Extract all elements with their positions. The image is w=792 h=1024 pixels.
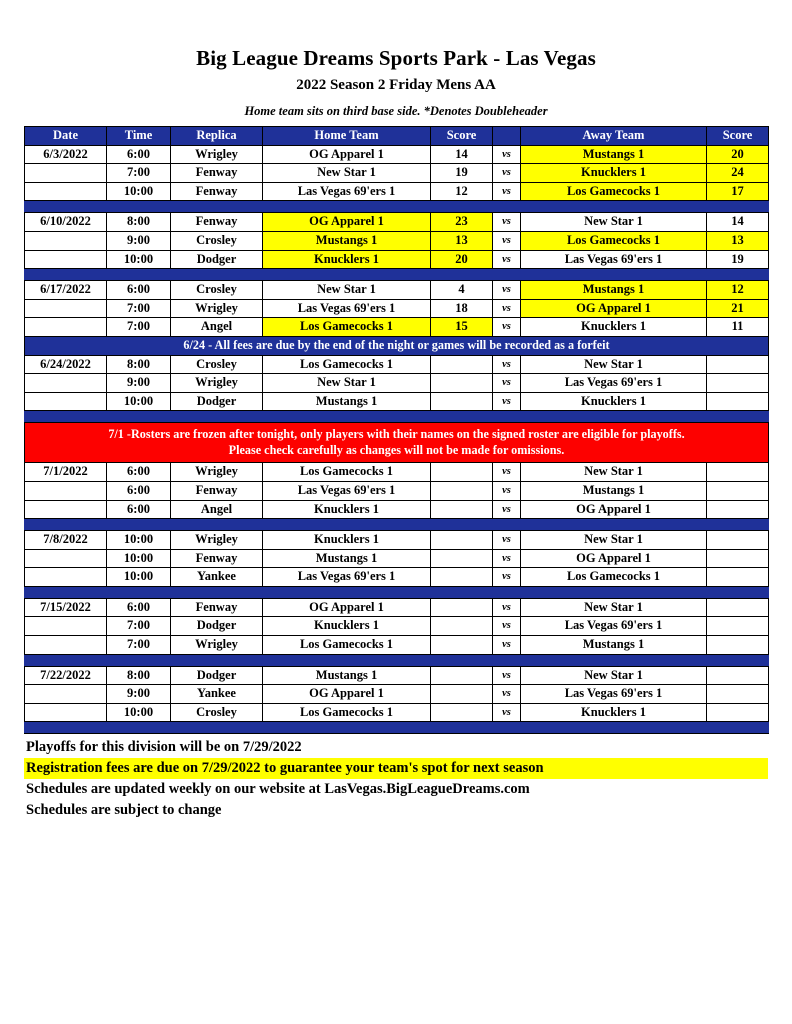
versus-label: vs <box>493 299 521 318</box>
game-date <box>25 481 107 500</box>
game-row <box>25 299 769 318</box>
home-team-name: Los Gamecocks 1 <box>263 703 431 722</box>
game-date <box>25 636 107 655</box>
away-team-score: 11 <box>707 318 769 337</box>
home-team-name: Los Gamecocks 1 <box>263 636 431 655</box>
game-time: 8:00 <box>107 666 171 685</box>
versus-label: vs <box>493 145 521 164</box>
footer-playoffs: Playoffs for this division will be on 7/29/2022 <box>26 739 302 756</box>
game-date <box>25 374 107 393</box>
roster-freeze-banner-row <box>25 423 769 463</box>
game-time: 6:00 <box>107 281 171 300</box>
game-row <box>25 281 769 300</box>
game-date: 7/1/2022 <box>25 463 107 482</box>
week-separator-row <box>25 654 769 666</box>
game-replica-field: Crosley <box>171 355 263 374</box>
game-date <box>25 392 107 411</box>
game-replica-field: Fenway <box>171 213 263 232</box>
home-team-name: New Star 1 <box>263 374 431 393</box>
game-date <box>25 231 107 250</box>
away-team-name: New Star 1 <box>521 531 707 550</box>
home-team-score <box>431 703 493 722</box>
week-separator <box>25 411 769 423</box>
home-team-score <box>431 666 493 685</box>
game-time: 10:00 <box>107 568 171 587</box>
game-replica-field: Crosley <box>171 281 263 300</box>
away-team-score <box>707 598 769 617</box>
versus-label: vs <box>493 598 521 617</box>
column-header-time: Time <box>107 127 171 146</box>
week-separator <box>25 722 769 734</box>
week-separator <box>25 654 769 666</box>
footer-subject-to-change: Schedules are subject to change <box>26 802 222 819</box>
versus-label: vs <box>493 213 521 232</box>
away-team-name: Mustangs 1 <box>521 145 707 164</box>
away-team-score <box>707 481 769 500</box>
game-replica-field: Fenway <box>171 164 263 183</box>
home-team-score <box>431 355 493 374</box>
home-team-name: New Star 1 <box>263 281 431 300</box>
away-team-score <box>707 463 769 482</box>
home-team-score <box>431 531 493 550</box>
home-team-score <box>431 481 493 500</box>
home-team-name: Las Vegas 69'ers 1 <box>263 568 431 587</box>
game-row <box>25 666 769 685</box>
versus-label: vs <box>493 636 521 655</box>
game-time: 6:00 <box>107 500 171 519</box>
notice-banner-row <box>25 336 769 355</box>
table-header-row <box>25 127 769 146</box>
game-row <box>25 355 769 374</box>
versus-label: vs <box>493 617 521 636</box>
away-team-name: OG Apparel 1 <box>521 549 707 568</box>
game-time: 10:00 <box>107 549 171 568</box>
away-team-name: New Star 1 <box>521 463 707 482</box>
game-time: 7:00 <box>107 318 171 337</box>
home-team-name: Mustangs 1 <box>263 666 431 685</box>
game-time: 8:00 <box>107 355 171 374</box>
game-row <box>25 182 769 201</box>
home-team-name: Knucklers 1 <box>263 250 431 269</box>
away-team-name: Los Gamecocks 1 <box>521 231 707 250</box>
game-row <box>25 617 769 636</box>
away-team-name: New Star 1 <box>521 355 707 374</box>
game-time: 6:00 <box>107 145 171 164</box>
versus-label: vs <box>493 182 521 201</box>
home-team-score <box>431 374 493 393</box>
home-team-name: Las Vegas 69'ers 1 <box>263 182 431 201</box>
game-row <box>25 318 769 337</box>
game-row <box>25 531 769 550</box>
game-replica-field: Angel <box>171 500 263 519</box>
home-team-score: 23 <box>431 213 493 232</box>
week-separator-row <box>25 269 769 281</box>
column-header-score-home: Score <box>431 127 493 146</box>
away-team-name: Knucklers 1 <box>521 164 707 183</box>
week-separator-row <box>25 519 769 531</box>
home-team-name: OG Apparel 1 <box>263 213 431 232</box>
footer-registration: Registration fees are due on 7/29/2022 to guarantee your team's spot for next season <box>24 758 768 779</box>
home-team-name: Las Vegas 69'ers 1 <box>263 481 431 500</box>
roster-freeze-line-2: Please check carefully as changes will not be made for omissions. <box>228 443 565 458</box>
home-team-score: 13 <box>431 231 493 250</box>
versus-label: vs <box>493 164 521 183</box>
column-header-home-team: Home Team <box>263 127 431 146</box>
home-team-name: Mustangs 1 <box>263 231 431 250</box>
away-team-name: OG Apparel 1 <box>521 299 707 318</box>
home-team-score <box>431 500 493 519</box>
away-team-name: New Star 1 <box>521 213 707 232</box>
home-team-score <box>431 617 493 636</box>
game-row <box>25 598 769 617</box>
game-time: 7:00 <box>107 617 171 636</box>
game-row <box>25 636 769 655</box>
home-team-name: Knucklers 1 <box>263 531 431 550</box>
game-date <box>25 318 107 337</box>
game-date <box>25 568 107 587</box>
away-team-score: 13 <box>707 231 769 250</box>
column-header-away-team: Away Team <box>521 127 707 146</box>
versus-label: vs <box>493 281 521 300</box>
game-date <box>25 250 107 269</box>
versus-label: vs <box>493 666 521 685</box>
game-date: 6/17/2022 <box>25 281 107 300</box>
home-team-note: Home team sits on third base side. *Denotes Doubleheader <box>244 104 548 118</box>
away-team-score <box>707 549 769 568</box>
column-header-score-away: Score <box>707 127 769 146</box>
game-replica-field: Dodger <box>171 392 263 411</box>
away-team-name: Las Vegas 69'ers 1 <box>521 250 707 269</box>
home-team-score <box>431 636 493 655</box>
home-team-name: New Star 1 <box>263 164 431 183</box>
away-team-name: OG Apparel 1 <box>521 500 707 519</box>
game-replica-field: Wrigley <box>171 145 263 164</box>
away-team-score <box>707 531 769 550</box>
home-team-score: 15 <box>431 318 493 337</box>
away-team-name: Los Gamecocks 1 <box>521 182 707 201</box>
home-team-score <box>431 685 493 704</box>
away-team-name: Mustangs 1 <box>521 636 707 655</box>
away-team-score: 21 <box>707 299 769 318</box>
game-time: 10:00 <box>107 250 171 269</box>
fees-notice: 6/24 - All fees are due by the end of the night or games will be recorded as a forfeit <box>25 336 769 355</box>
home-team-name: Mustangs 1 <box>263 549 431 568</box>
game-row <box>25 145 769 164</box>
footer-updates: Schedules are updated weekly on our website at LasVegas.BigLeagueDreams.com <box>26 781 530 798</box>
table-header <box>25 127 769 146</box>
away-team-name: Knucklers 1 <box>521 392 707 411</box>
game-time: 10:00 <box>107 703 171 722</box>
home-team-name: OG Apparel 1 <box>263 598 431 617</box>
away-team-score <box>707 685 769 704</box>
home-team-score: 14 <box>431 145 493 164</box>
home-team-score <box>431 392 493 411</box>
game-replica-field: Wrigley <box>171 636 263 655</box>
game-time: 7:00 <box>107 299 171 318</box>
game-date <box>25 164 107 183</box>
home-team-name: Las Vegas 69'ers 1 <box>263 299 431 318</box>
week-separator-row <box>25 411 769 423</box>
away-team-score <box>707 568 769 587</box>
game-replica-field: Fenway <box>171 549 263 568</box>
away-team-score: 12 <box>707 281 769 300</box>
away-team-name: Las Vegas 69'ers 1 <box>521 617 707 636</box>
game-row <box>25 392 769 411</box>
table-body <box>25 145 769 734</box>
game-time: 8:00 <box>107 213 171 232</box>
game-replica-field: Dodger <box>171 666 263 685</box>
away-team-score <box>707 617 769 636</box>
home-team-name: OG Apparel 1 <box>263 685 431 704</box>
page-subtitle: 2022 Season 2 Friday Mens AA <box>296 77 496 93</box>
game-time: 6:00 <box>107 598 171 617</box>
schedule-table <box>24 126 769 734</box>
game-date <box>25 703 107 722</box>
week-separator <box>25 586 769 598</box>
home-team-score: 19 <box>431 164 493 183</box>
column-header-date: Date <box>25 127 107 146</box>
versus-label: vs <box>493 355 521 374</box>
versus-label: vs <box>493 374 521 393</box>
week-separator-row <box>25 586 769 598</box>
home-team-score <box>431 568 493 587</box>
home-team-name: Knucklers 1 <box>263 617 431 636</box>
home-team-score <box>431 463 493 482</box>
game-date <box>25 299 107 318</box>
away-team-name: Mustangs 1 <box>521 281 707 300</box>
game-replica-field: Angel <box>171 318 263 337</box>
week-separator <box>25 519 769 531</box>
home-team-score: 12 <box>431 182 493 201</box>
game-replica-field: Dodger <box>171 250 263 269</box>
game-time: 6:00 <box>107 481 171 500</box>
versus-label: vs <box>493 231 521 250</box>
game-date: 6/24/2022 <box>25 355 107 374</box>
game-time: 7:00 <box>107 636 171 655</box>
game-row <box>25 549 769 568</box>
game-time: 9:00 <box>107 374 171 393</box>
versus-label: vs <box>493 250 521 269</box>
away-team-name: Mustangs 1 <box>521 481 707 500</box>
away-team-name: New Star 1 <box>521 666 707 685</box>
away-team-score <box>707 666 769 685</box>
game-replica-field: Wrigley <box>171 531 263 550</box>
versus-label: vs <box>493 531 521 550</box>
away-team-name: New Star 1 <box>521 598 707 617</box>
home-team-score <box>431 549 493 568</box>
home-team-score: 4 <box>431 281 493 300</box>
page-title: Big League Dreams Sports Park - Las Vegas <box>196 46 596 70</box>
away-team-score <box>707 392 769 411</box>
game-replica-field: Wrigley <box>171 463 263 482</box>
versus-label: vs <box>493 685 521 704</box>
home-team-score: 18 <box>431 299 493 318</box>
game-time: 10:00 <box>107 182 171 201</box>
game-time: 10:00 <box>107 392 171 411</box>
versus-label: vs <box>493 463 521 482</box>
game-replica-field: Crosley <box>171 231 263 250</box>
game-row <box>25 250 769 269</box>
home-team-name: Knucklers 1 <box>263 500 431 519</box>
away-team-score <box>707 355 769 374</box>
away-team-name: Knucklers 1 <box>521 318 707 337</box>
game-time: 6:00 <box>107 463 171 482</box>
home-team-score: 20 <box>431 250 493 269</box>
versus-label: vs <box>493 318 521 337</box>
game-replica-field: Fenway <box>171 481 263 500</box>
game-row <box>25 500 769 519</box>
week-separator-row <box>25 722 769 734</box>
game-date <box>25 549 107 568</box>
game-time: 9:00 <box>107 231 171 250</box>
week-separator <box>25 269 769 281</box>
game-date: 7/22/2022 <box>25 666 107 685</box>
game-row <box>25 231 769 250</box>
versus-label: vs <box>493 549 521 568</box>
away-team-score <box>707 636 769 655</box>
game-time: 7:00 <box>107 164 171 183</box>
column-header-vs <box>493 127 521 146</box>
away-team-score: 24 <box>707 164 769 183</box>
game-replica-field: Yankee <box>171 568 263 587</box>
away-team-score <box>707 374 769 393</box>
away-team-name: Knucklers 1 <box>521 703 707 722</box>
column-header-replica: Replica <box>171 127 263 146</box>
game-date <box>25 685 107 704</box>
game-date <box>25 617 107 636</box>
game-row <box>25 568 769 587</box>
home-team-name: Los Gamecocks 1 <box>263 355 431 374</box>
game-date <box>25 182 107 201</box>
away-team-name: Las Vegas 69'ers 1 <box>521 374 707 393</box>
away-team-score: 20 <box>707 145 769 164</box>
game-row <box>25 463 769 482</box>
game-replica-field: Crosley <box>171 703 263 722</box>
away-team-score: 19 <box>707 250 769 269</box>
home-team-name: Mustangs 1 <box>263 392 431 411</box>
away-team-name: Las Vegas 69'ers 1 <box>521 685 707 704</box>
game-replica-field: Fenway <box>171 182 263 201</box>
game-row <box>25 703 769 722</box>
game-date: 6/10/2022 <box>25 213 107 232</box>
game-row <box>25 374 769 393</box>
game-time: 10:00 <box>107 531 171 550</box>
home-team-score <box>431 598 493 617</box>
footer-notes <box>24 737 768 821</box>
away-team-score: 17 <box>707 182 769 201</box>
game-date: 7/15/2022 <box>25 598 107 617</box>
away-team-name: Los Gamecocks 1 <box>521 568 707 587</box>
game-date <box>25 500 107 519</box>
away-team-score: 14 <box>707 213 769 232</box>
week-separator-row <box>25 201 769 213</box>
game-date: 7/8/2022 <box>25 531 107 550</box>
home-team-name: OG Apparel 1 <box>263 145 431 164</box>
roster-freeze-notice <box>25 423 769 463</box>
game-replica-field: Wrigley <box>171 299 263 318</box>
game-row <box>25 685 769 704</box>
game-replica-field: Fenway <box>171 598 263 617</box>
game-row <box>25 164 769 183</box>
game-replica-field: Yankee <box>171 685 263 704</box>
versus-label: vs <box>493 568 521 587</box>
versus-label: vs <box>493 392 521 411</box>
roster-freeze-line-1: 7/1 -Rosters are frozen after tonight, only players with their names on the signed roster are eligible for playoffs. <box>108 427 685 442</box>
game-replica-field: Dodger <box>171 617 263 636</box>
game-row <box>25 481 769 500</box>
home-team-name: Los Gamecocks 1 <box>263 318 431 337</box>
game-time: 9:00 <box>107 685 171 704</box>
away-team-score <box>707 500 769 519</box>
versus-label: vs <box>493 500 521 519</box>
week-separator <box>25 201 769 213</box>
home-team-name: Los Gamecocks 1 <box>263 463 431 482</box>
game-row <box>25 213 769 232</box>
game-date: 6/3/2022 <box>25 145 107 164</box>
game-replica-field: Wrigley <box>171 374 263 393</box>
versus-label: vs <box>493 481 521 500</box>
versus-label: vs <box>493 703 521 722</box>
away-team-score <box>707 703 769 722</box>
